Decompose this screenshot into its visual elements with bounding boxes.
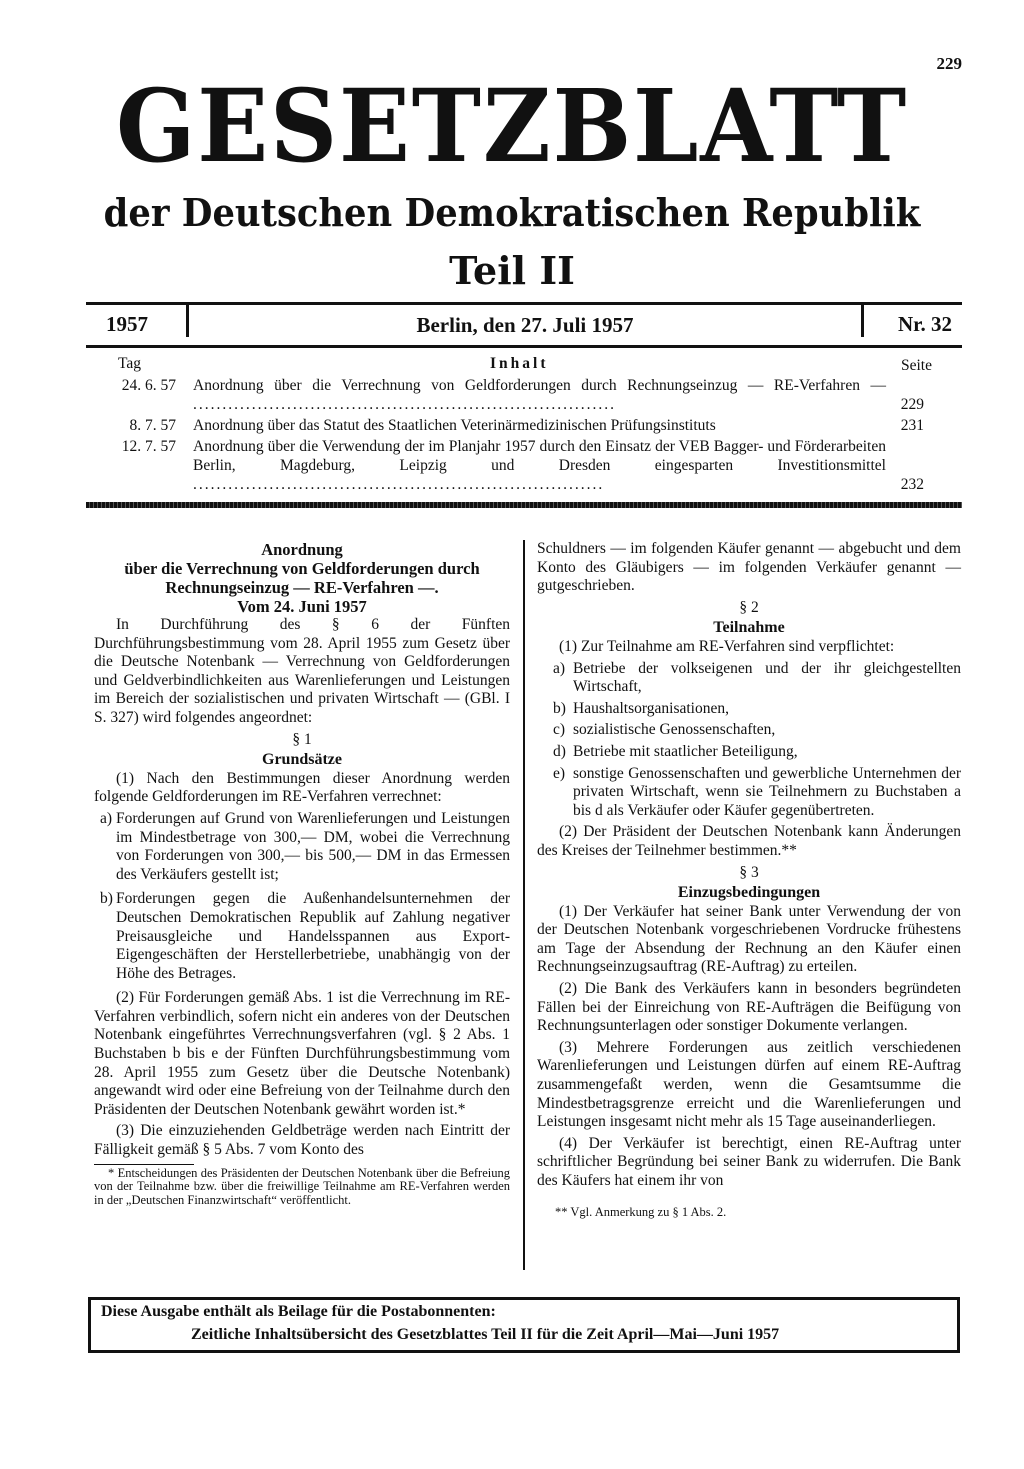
paragraph: (1) Zur Teilnahme am RE-Verfahren sind verpflichtet: [559,637,895,655]
list-item-label: e) [553,764,566,782]
list-item-text: sonstige Genossenschaften und gewerbliche Unternehmen der privaten Wirtschaft, wenn sie Teilnehmern zu Buchstaben a bis d als Verkäufer oder Käufer gegenübertreten. [573,764,961,819]
ordinance-date: Vom 24. Juni 1957 [237,597,367,616]
paragraph: (3) Mehrere Forderungen aus zeitlich verschiedenen Warenlieferungen und Leistungen dürfen auf einem RE-Auftrag zusammengefaßt werden, wenn die Gesamtsumme die Mindestbetragsgrenze erreicht und die Warenlieferungen und Leistungen insgesamt nicht mehr als 15 Tage auseinanderliegen. [537,1038,961,1131]
toc-divider-rule [86,502,962,508]
list-item-label: b) [100,890,113,908]
paragraph: (2) Der Präsident der Deutschen Notenbank kann Änderungen des Kreises der Teilnehmer bestimmen.** [537,823,961,859]
paragraph: Schuldners — im folgenden Käufer genannt — abgebucht und dem Konto des Gläubigers — im folgenden Verkäufer genannt — gutgeschrieben. [537,540,961,595]
list-item-label: d) [553,742,566,760]
toc-entry-date: 24. 6. 57 [121,377,176,394]
toc-header [90,354,940,376]
paragraph: (4) Der Verkäufer ist berechtigt, einen RE-Auftrag unter schriftlicher Begründung bei seiner Bank zu widerrufen. Die Bank des Käufers hat einem ihr von [537,1134,961,1189]
list-item [537,721,961,740]
left-column [94,540,510,1207]
issue-bar [86,302,962,348]
list-item-text: Betriebe mit staatlicher Beteiligung, [573,742,798,760]
toc-entry-date: 8. 7. 57 [129,417,176,434]
paragraph: (2) Die Bank des Verkäufers kann in besonders begründeten Fällen bei der Einreichung von RE-Aufträgen die Beifügung von Rechnungsunterlagen oder sonstiger Dokumente verlangen. [537,980,961,1035]
list-item-text: Forderungen auf Grund von Warenlieferungen und Leistungen im Mindestbetrage von 300,— DM, wobei die Verrechnung von Forderungen von 300,— bis 500,— DM in das Ermessen des Verkäufers gestellt ist; [116,809,510,883]
toc-col-content: Inhalt [490,355,549,372]
toc-entry-text: Anordnung über die Verwendung der im Planjahr 1957 durch den Einsatz der VEB Bagger- und Förderarbeiten Berlin, Magdeburg, Leipzig und Dresden eingesparten Investitionsmittel [193,438,886,474]
list-item-label: c) [553,721,566,739]
toc-entry [90,416,940,435]
list-item-label: a) [553,659,566,677]
column-divider [523,540,525,1270]
list-item [537,700,961,719]
toc-entry-page: 232 [900,476,924,493]
list-item-text: Betriebe der volkseigenen und der ihr gleichgestellten Wirtschaft, [573,659,961,696]
ordinance-preamble: In Durchführung des § 6 der Fünften Durchführungsbestimmung vom 28. April 1955 zum Gesetz über die Deutsche Notenbank — Verrechnung von Geldforderungen und Geldverbindlichkeiten aus Warenlieferungen und Leistungen im Bereich der sozialistischen und privaten Wirtschaft — (GBl. I S. 327) wird folgendes angeordnet: [94,616,510,726]
toc-entry-date: 12. 7. 57 [121,438,176,455]
footnote-rule [94,1164,194,1165]
table-of-contents [90,354,940,496]
part-label: Teil II [449,248,575,293]
paragraph: (2) Für Forderungen gemäß Abs. 1 ist die Verrechnung im RE-Verfahren verbindlich, sofern nicht ein anderes von der Deutschen Notenbank eingeführtes Verrechnungsverfahren (vgl. § 2 Abs. 1 Buchstaben b bis e der Fünften Durchführungsbestimmung vom 28. April 1955 zum Gesetz über die Deutsche Notenbank) angewandt wird oder eine Befreiung von der Teilnahme durch den Präsidenten der Deutschen Notenbank gewährt worden ist.* [94,989,510,1118]
section-number: § 1 [292,730,312,748]
paragraph: (1) Nach den Bestimmungen dieser Anordnung werden folgende Geldforderungen im RE-Verfahren verrechnet: [94,769,510,806]
list-item-text: Haushaltsorganisationen, [573,699,729,717]
footnote: ** Vgl. Anmerkung zu § 1 Abs. 2. [555,1204,727,1219]
toc-entry-text: Anordnung über das Statut des Staatlichen Veterinärmedizinischen Prüfungsinstituts [193,417,716,434]
supplement-notice-box [88,1297,960,1353]
ordinance-title: Anordnung [261,540,343,559]
section-number: § 2 [739,598,759,616]
supplement-line-1: Diese Ausgabe enthält als Beilage für die Postabonnenten: [101,1303,496,1320]
paragraph: (3) Die einzuziehenden Geldbeträge werden nach Eintritt der Fälligkeit gemäß § 5 Abs. 7 vom Konto des [94,1122,510,1159]
list-item [537,765,961,821]
footnote: * Entscheidungen des Präsidenten der Deutschen Notenbank über die Befreiung von der Teilnahme bzw. über die freiwillige Teilnahme am RE-Verfahren werden in der „Deutschen Finanzwirtschaft“ veröffentlicht. [94,1165,510,1207]
toc-entry-dots: ........................................................................ [193,396,616,413]
right-column [537,540,961,1221]
masthead-subtitle: der Deutschen Demokratischen Republik [103,190,921,235]
list-item-label: b) [553,699,566,717]
issue-year: 1957 [106,312,148,336]
toc-col-page: Seite [901,357,932,374]
list-item [537,660,961,697]
toc-entry-page: 231 [900,417,924,434]
ordinance-subject: über die Verrechnung von Geldforderungen durch Rechnungseinzug — RE-Verfahren —. [124,559,480,597]
masthead-title: GESETZBLATT [115,67,909,185]
section-number: § 3 [739,863,759,881]
toc-entry [90,376,940,414]
list-item [537,743,961,762]
list-item [94,810,510,884]
toc-col-date: Tag [118,355,142,372]
toc-entry-page: 229 [900,396,924,413]
section-heading: Einzugsbedingungen [677,884,821,902]
section-heading: Teilnahme [713,619,785,637]
list-item-text: Forderungen gegen die Außenhandelsunternehmen der Deutschen Demokratischen Republik auf Zahlung negativer Preisausgleiche und Handelsspannen aus Export-Eigengeschäften der Herstellerbetriebe, unabhängig von der Höhe des Betrages. [116,890,510,982]
section-heading: Grundsätze [262,751,342,769]
list-item-label: a) [100,809,113,827]
list-item-text: sozialistische Genossenschaften, [573,721,776,739]
toc-entry-text: Anordnung über die Verrechnung von Geldforderungen durch Rechnungseinzug — RE-Verfahren — [193,377,886,394]
issue-place-date: Berlin, den 27. Juli 1957 [186,305,864,337]
toc-entry-dots: ...................................................................... [193,476,605,493]
paragraph: (1) Der Verkäufer hat seiner Bank unter Verwendung der von der Deutschen Notenbank vorgeschriebenen Vordrucke frühestens am Tage der Absendung der Rechnung an den Käufer einen Rechnungseinzugsauftrag (RE-Auftrag) zu erteilen. [537,902,961,976]
supplement-line-2: Zeitliche Inhaltsübersicht des Gesetzblattes Teil II für die Zeit April—Mai—Juni 1957 [191,1326,780,1343]
issue-number: Nr. 32 [897,312,952,336]
list-item [94,890,510,983]
toc-entry [90,437,940,494]
page-number: 229 [936,54,962,73]
